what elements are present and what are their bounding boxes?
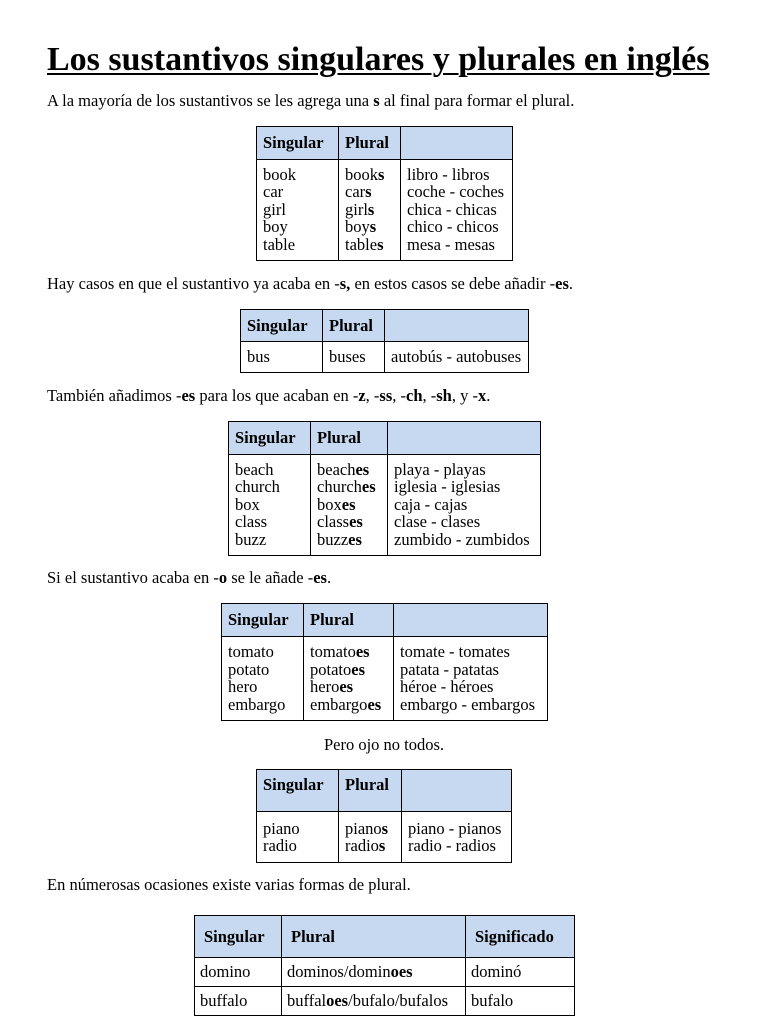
- meaning-word: chica - chicas: [407, 199, 497, 219]
- bold-ending: s: [367, 199, 375, 219]
- exception-note: [0, 735, 768, 755]
- plural-text: table: [345, 234, 378, 254]
- plural-word: [345, 236, 394, 253]
- singular-word: church: [235, 477, 280, 497]
- header-singular: Singular: [222, 604, 304, 637]
- plural-word: [310, 643, 387, 661]
- header-plural: Plural: [311, 422, 388, 455]
- multiple-plurals-paragraph: [47, 875, 411, 895]
- bold-ending: es: [313, 568, 327, 587]
- text-segment: .: [326, 568, 332, 587]
- meaning-word: coche - coches: [407, 182, 505, 202]
- plural-text: hero: [310, 677, 340, 697]
- table-ends-in-s: [240, 309, 529, 373]
- bold-ending: ss: [379, 386, 393, 405]
- plural-text: piano: [345, 819, 382, 838]
- bold-ending: s: [378, 836, 386, 856]
- header-plural: Plural: [339, 770, 402, 812]
- singular-column: [257, 812, 339, 863]
- bold-ending: oes: [390, 962, 413, 981]
- rule-add-s-paragraph: [47, 91, 574, 111]
- plural-text: embargo: [310, 694, 368, 714]
- text-segment: .: [568, 274, 573, 293]
- bold-ending: s: [369, 217, 377, 237]
- bold-ending: es: [341, 494, 356, 514]
- plural-text: boy: [345, 217, 370, 237]
- bold-ending: s: [377, 234, 384, 254]
- text-segment: A la mayoría de los sustantivos se les agrega una: [47, 91, 374, 110]
- singular-word: boy: [263, 217, 288, 237]
- bold-ending: o: [218, 568, 228, 587]
- bold-ending: s: [365, 182, 372, 202]
- bold-ending: oes: [326, 991, 349, 1010]
- header-singular: Singular: [195, 916, 282, 958]
- bold-ending: s: [378, 165, 385, 184]
- plural-word: [317, 496, 381, 513]
- text-segment: , -: [392, 386, 406, 405]
- header-plural: Plural: [304, 604, 394, 637]
- meaning-word: playa - playas: [394, 460, 486, 479]
- meaning-column: [385, 342, 529, 373]
- singular-word: embargo: [228, 694, 286, 714]
- header-row: [257, 127, 513, 160]
- meaning-word: autobús - autobuses: [391, 347, 522, 366]
- text-segment: al final para formar el plural.: [379, 91, 575, 110]
- meaning-word: patata - patatas: [400, 659, 499, 679]
- header-plural: Plural: [323, 310, 385, 342]
- plural-word: [345, 837, 395, 854]
- text-segment: Pero ojo no todos.: [323, 735, 445, 754]
- bold-ending: es: [349, 512, 363, 532]
- text-segment: Si el sustantivo acaba en -: [47, 568, 219, 587]
- plural-word: [310, 661, 387, 679]
- plural-text: class: [317, 512, 350, 532]
- body-row: [257, 812, 512, 863]
- text-segment: También añadimos -: [47, 386, 182, 405]
- table-row: [195, 958, 575, 987]
- singular-word: box: [235, 494, 260, 514]
- bold-ending: es: [555, 274, 569, 293]
- singular-word: potato: [228, 659, 270, 679]
- singular-word: hero: [228, 677, 258, 697]
- body-row: [257, 160, 513, 261]
- meaning-word: caja - cajas: [394, 494, 468, 514]
- plural-column: [304, 637, 394, 721]
- rule-ends-in-s-paragraph: [47, 274, 573, 294]
- bold-ending: s: [373, 91, 380, 110]
- singular-word: car: [263, 182, 284, 202]
- header-singular: Singular: [257, 770, 339, 812]
- plural-text: potato: [310, 659, 352, 679]
- table-o-exceptions: [256, 769, 512, 863]
- table-add-s: [256, 126, 513, 261]
- bold-ending: es: [361, 477, 376, 497]
- meaning-word: radio - radios: [408, 836, 496, 856]
- bold-ending: es: [339, 677, 354, 697]
- singular-cell: domino: [195, 958, 282, 987]
- header-meaning: [401, 127, 513, 160]
- plural-word: [310, 696, 387, 714]
- header-plural: Plural: [339, 127, 401, 160]
- meaning-word: chico - chicos: [407, 217, 499, 237]
- page-title: Los sustantivos singulares y plurales en inglés: [47, 41, 710, 78]
- meaning-word: libro - libros: [407, 165, 490, 184]
- header-meaning: Significado: [466, 916, 575, 958]
- bold-ending: es: [367, 694, 382, 714]
- table-multiple-plurals: [194, 915, 575, 1016]
- plural-column: [311, 455, 388, 556]
- meaning-word: iglesia - iglesias: [394, 477, 501, 497]
- plural-text: book: [345, 165, 378, 184]
- bold-ending: ch: [406, 386, 423, 405]
- bold-ending: es: [355, 642, 370, 661]
- plural-word: [317, 513, 381, 530]
- singular-column: [257, 160, 339, 261]
- plural-word: [345, 166, 394, 183]
- plural-word: [317, 478, 381, 495]
- plural-text: beach: [317, 460, 356, 479]
- singular-word: tomato: [228, 642, 274, 661]
- meaning-word: tomate - tomates: [400, 642, 510, 661]
- singular-word: piano: [263, 819, 300, 838]
- plural-text: car: [345, 182, 366, 202]
- meaning-cell: bufalo: [466, 987, 575, 1016]
- meaning-cell: dominó: [466, 958, 575, 987]
- plural-cell: [282, 987, 466, 1016]
- text-segment: en estos casos se debe añadir -: [350, 274, 556, 293]
- bold-ending: s,: [339, 274, 351, 293]
- header-row: [229, 422, 541, 455]
- plural-text: church: [317, 477, 362, 497]
- meaning-column: [401, 160, 513, 261]
- plural-word: [317, 531, 381, 548]
- plural-text: tomato: [310, 642, 356, 661]
- singular-column: [241, 342, 323, 373]
- table-add-es: [228, 421, 541, 556]
- text-segment: se le añade -: [227, 568, 314, 587]
- singular-column: [229, 455, 311, 556]
- body-row: [241, 342, 529, 373]
- bold-ending: es: [351, 659, 365, 679]
- header-meaning: [385, 310, 529, 342]
- singular-column: [222, 637, 304, 721]
- plural-text: radio: [345, 836, 379, 856]
- body-row: [222, 637, 548, 721]
- plural-text: girl: [345, 199, 368, 219]
- plural-word: [345, 183, 394, 200]
- meaning-column: [394, 637, 548, 721]
- bold-ending: x: [477, 386, 487, 405]
- plural-text: /bufalo/bufalos: [348, 991, 449, 1010]
- meaning-word: embargo - embargos: [400, 694, 536, 714]
- header-singular: Singular: [241, 310, 323, 342]
- plural-column: [339, 812, 402, 863]
- plural-word: [345, 218, 394, 235]
- table-row: [195, 987, 575, 1016]
- meaning-word: clase - clases: [394, 512, 481, 532]
- text-segment: , y -: [451, 386, 478, 405]
- header-row: [241, 310, 529, 342]
- bold-ending: s: [381, 819, 389, 838]
- body-row: [229, 455, 541, 556]
- singular-word: buzz: [235, 529, 267, 549]
- singular-word: class: [235, 512, 268, 532]
- meaning-word: zumbido - zumbidos: [394, 529, 530, 549]
- singular-word: girl: [263, 199, 286, 219]
- text-segment: En númerosas ocasiones existe varias formas de plural.: [47, 875, 411, 894]
- bold-ending: z: [358, 386, 366, 405]
- singular-word: beach: [235, 460, 274, 479]
- bold-ending: es: [355, 460, 370, 479]
- meaning-column: [388, 455, 541, 556]
- text-segment: , -: [365, 386, 380, 405]
- rule-z-ss-ch-sh-x-paragraph: [47, 386, 490, 406]
- text-segment: para los que acaban en -: [195, 386, 359, 405]
- text-segment: , -: [422, 386, 437, 405]
- text-segment: Hay casos en que el sustantivo ya acaba en -: [47, 274, 340, 293]
- plural-word: [345, 201, 394, 218]
- header-meaning: [402, 770, 512, 812]
- plural-text: buffal: [287, 991, 327, 1010]
- header-meaning: [394, 604, 548, 637]
- plural-column: [339, 160, 401, 261]
- plural-column: [323, 342, 385, 373]
- text-segment: .: [486, 386, 491, 405]
- table-ends-in-o: [221, 603, 548, 721]
- plural-text: buzz: [317, 529, 349, 549]
- meaning-word: mesa - mesas: [407, 234, 495, 254]
- bold-ending: sh: [436, 386, 452, 405]
- singular-cell: buffalo: [195, 987, 282, 1016]
- rule-ends-in-o-paragraph: [47, 568, 331, 588]
- singular-word: bus: [247, 347, 270, 366]
- header-singular: Singular: [229, 422, 311, 455]
- plural-text: box: [317, 494, 342, 514]
- plural-text: dominos/domin: [287, 962, 391, 981]
- header-row: [195, 916, 575, 958]
- meaning-word: piano - pianos: [408, 819, 502, 838]
- header-singular: Singular: [257, 127, 339, 160]
- plural-word: [345, 820, 395, 837]
- meaning-column: [402, 812, 512, 863]
- header-row: [222, 604, 548, 637]
- header-plural: Plural: [282, 916, 466, 958]
- meaning-word: héroe - héroes: [400, 677, 494, 697]
- singular-word: book: [263, 165, 296, 184]
- singular-word: table: [263, 234, 296, 254]
- plural-word: buses: [329, 347, 366, 366]
- header-meaning: [388, 422, 541, 455]
- plural-cell: [282, 958, 466, 987]
- plural-word: [310, 678, 387, 696]
- bold-ending: es: [181, 386, 196, 405]
- singular-word: radio: [263, 836, 297, 856]
- plural-word: [317, 461, 381, 478]
- bold-ending: es: [348, 529, 362, 549]
- header-row: [257, 770, 512, 812]
